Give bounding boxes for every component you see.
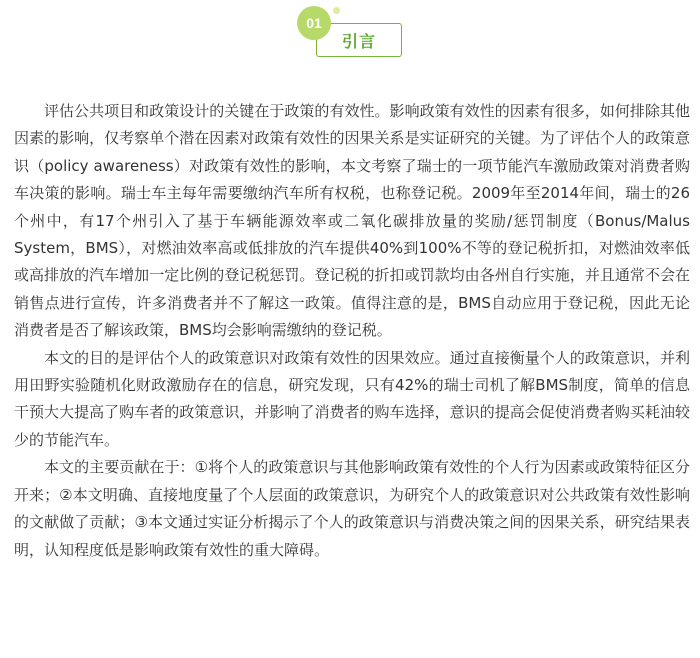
article-body <box>14 98 690 564</box>
section-title: 引言 <box>316 23 402 57</box>
paragraph-contributions: 本文的主要贡献在于：①将个人的政策意识与其他影响政策有效性的个人行为因素或政策特征区分开来；②本文明确、直接地度量了个人层面的政策意识，为研究个人的政策意识对公共政策有效性影响的文献做了贡献；③本文通过实证分析揭示了个人的政策意识与消费决策之间的因果关系，研究结果表明，认知程度低是影响政策有效性的重大障碍。 <box>14 458 690 559</box>
section-number-badge: 01 <box>297 6 331 40</box>
badge-decoration-dot <box>333 7 340 14</box>
paragraph-background: 评估公共项目和政策设计的关键在于政策的有效性。影响政策有效性的因素有很多，如何排除其他因素的影响，仅考察单个潜在因素对政策有效性的因果关系是实证研究的关键。为了评估个人的政策意识（policy awareness）对政策有效性的影响，本文考察了瑞士的一项节能汽车激励政策对消费者购车决策的影响。瑞士车主每年需要缴纳汽车所有权税，也称登记税。2009年至2014年间，瑞士的26个州中，有17个州引入了基于车辆能源效率或二氧化碳排放量的奖励/惩罚制度（Bonus/Malus System，BMS），对燃油效率高或低排放的汽车提供40%到100%不等的登记税折扣，对燃油效率低或高排放的汽车增加一定比例的登记税惩罚。登记税的折扣或罚款均由各州自行实施，并且通常不会在销售点进行宣传，许多消费者并不了解这一政策。值得注意的是，BMS自动应用于登记税，因此无论消费者是否了解该政策，BMS均会影响需缴纳的登记税。 <box>14 102 690 340</box>
paragraph-purpose: 本文的目的是评估个人的政策意识对政策有效性的因果效应。通过直接衡量个人的政策意识，并利用田野实验随机化财政激励存在的信息，研究发现，只有42%的瑞士司机了解BMS制度，简单的信息干预大大提高了购车者的政策意识，并影响了消费者的购车选择，意识的提高会促使消费者购买耗油较少的节能汽车。 <box>14 348 690 449</box>
section-header <box>0 0 700 70</box>
